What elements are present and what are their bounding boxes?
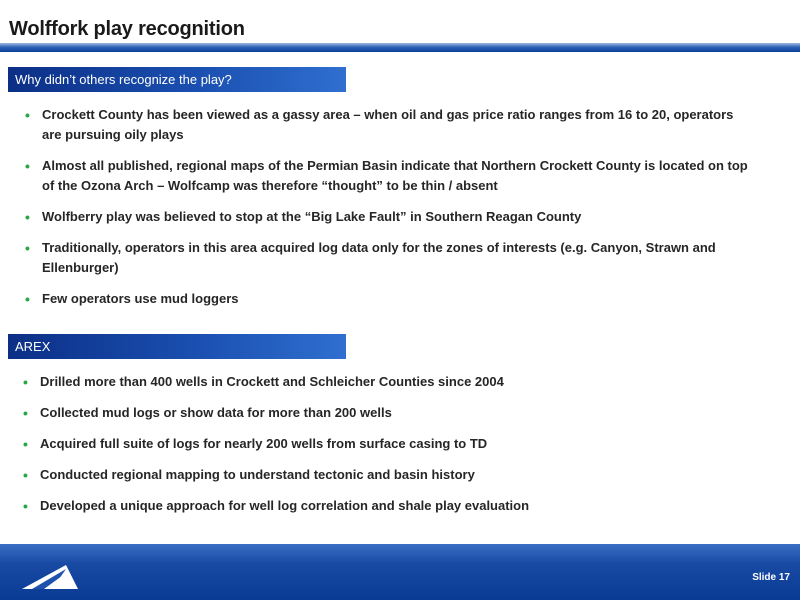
slide-number: Slide 17 — [752, 572, 790, 583]
footer-bar — [0, 544, 800, 600]
list-item: • Wolfberry play was believed to stop at the “Big Lake Fault” in Southern Reagan County — [22, 207, 752, 227]
section-heading-arex: AREX — [8, 334, 346, 359]
list-item: • Conducted regional mapping to understand tectonic and basin history — [20, 465, 750, 485]
slide-title: Wolffork play recognition — [9, 18, 245, 40]
why-bullet-list — [22, 105, 752, 320]
list-item: • Few operators use mud loggers — [22, 289, 752, 309]
list-item: • Drilled more than 400 wells in Crockett and Schleicher Counties since 2004 — [20, 372, 750, 392]
mountain-logo-icon — [22, 559, 78, 589]
list-item: • Acquired full suite of logs for nearly 200 wells from surface casing to TD — [20, 434, 750, 454]
section-heading-why: Why didn’t others recognize the play? — [8, 67, 346, 92]
list-item: • Traditionally, operators in this area acquired log data only for the zones of interests (e.g. Canyon, Strawn and Ellenburger) — [22, 238, 752, 278]
list-item: • Collected mud logs or show data for more than 200 wells — [20, 403, 750, 423]
title-underline — [0, 43, 800, 52]
list-item: • Crockett County has been viewed as a gassy area – when oil and gas price ratio ranges from 16 to 20, operators are pursuing oily plays — [22, 105, 752, 145]
list-item: • Almost all published, regional maps of the Permian Basin indicate that Northern Crockett County is located on top of the Ozona Arch – Wolfcamp was therefore “thought” to be thin / absent — [22, 156, 752, 196]
list-item: • Developed a unique approach for well log correlation and shale play evaluation — [20, 496, 750, 516]
arex-bullet-list — [20, 372, 750, 527]
